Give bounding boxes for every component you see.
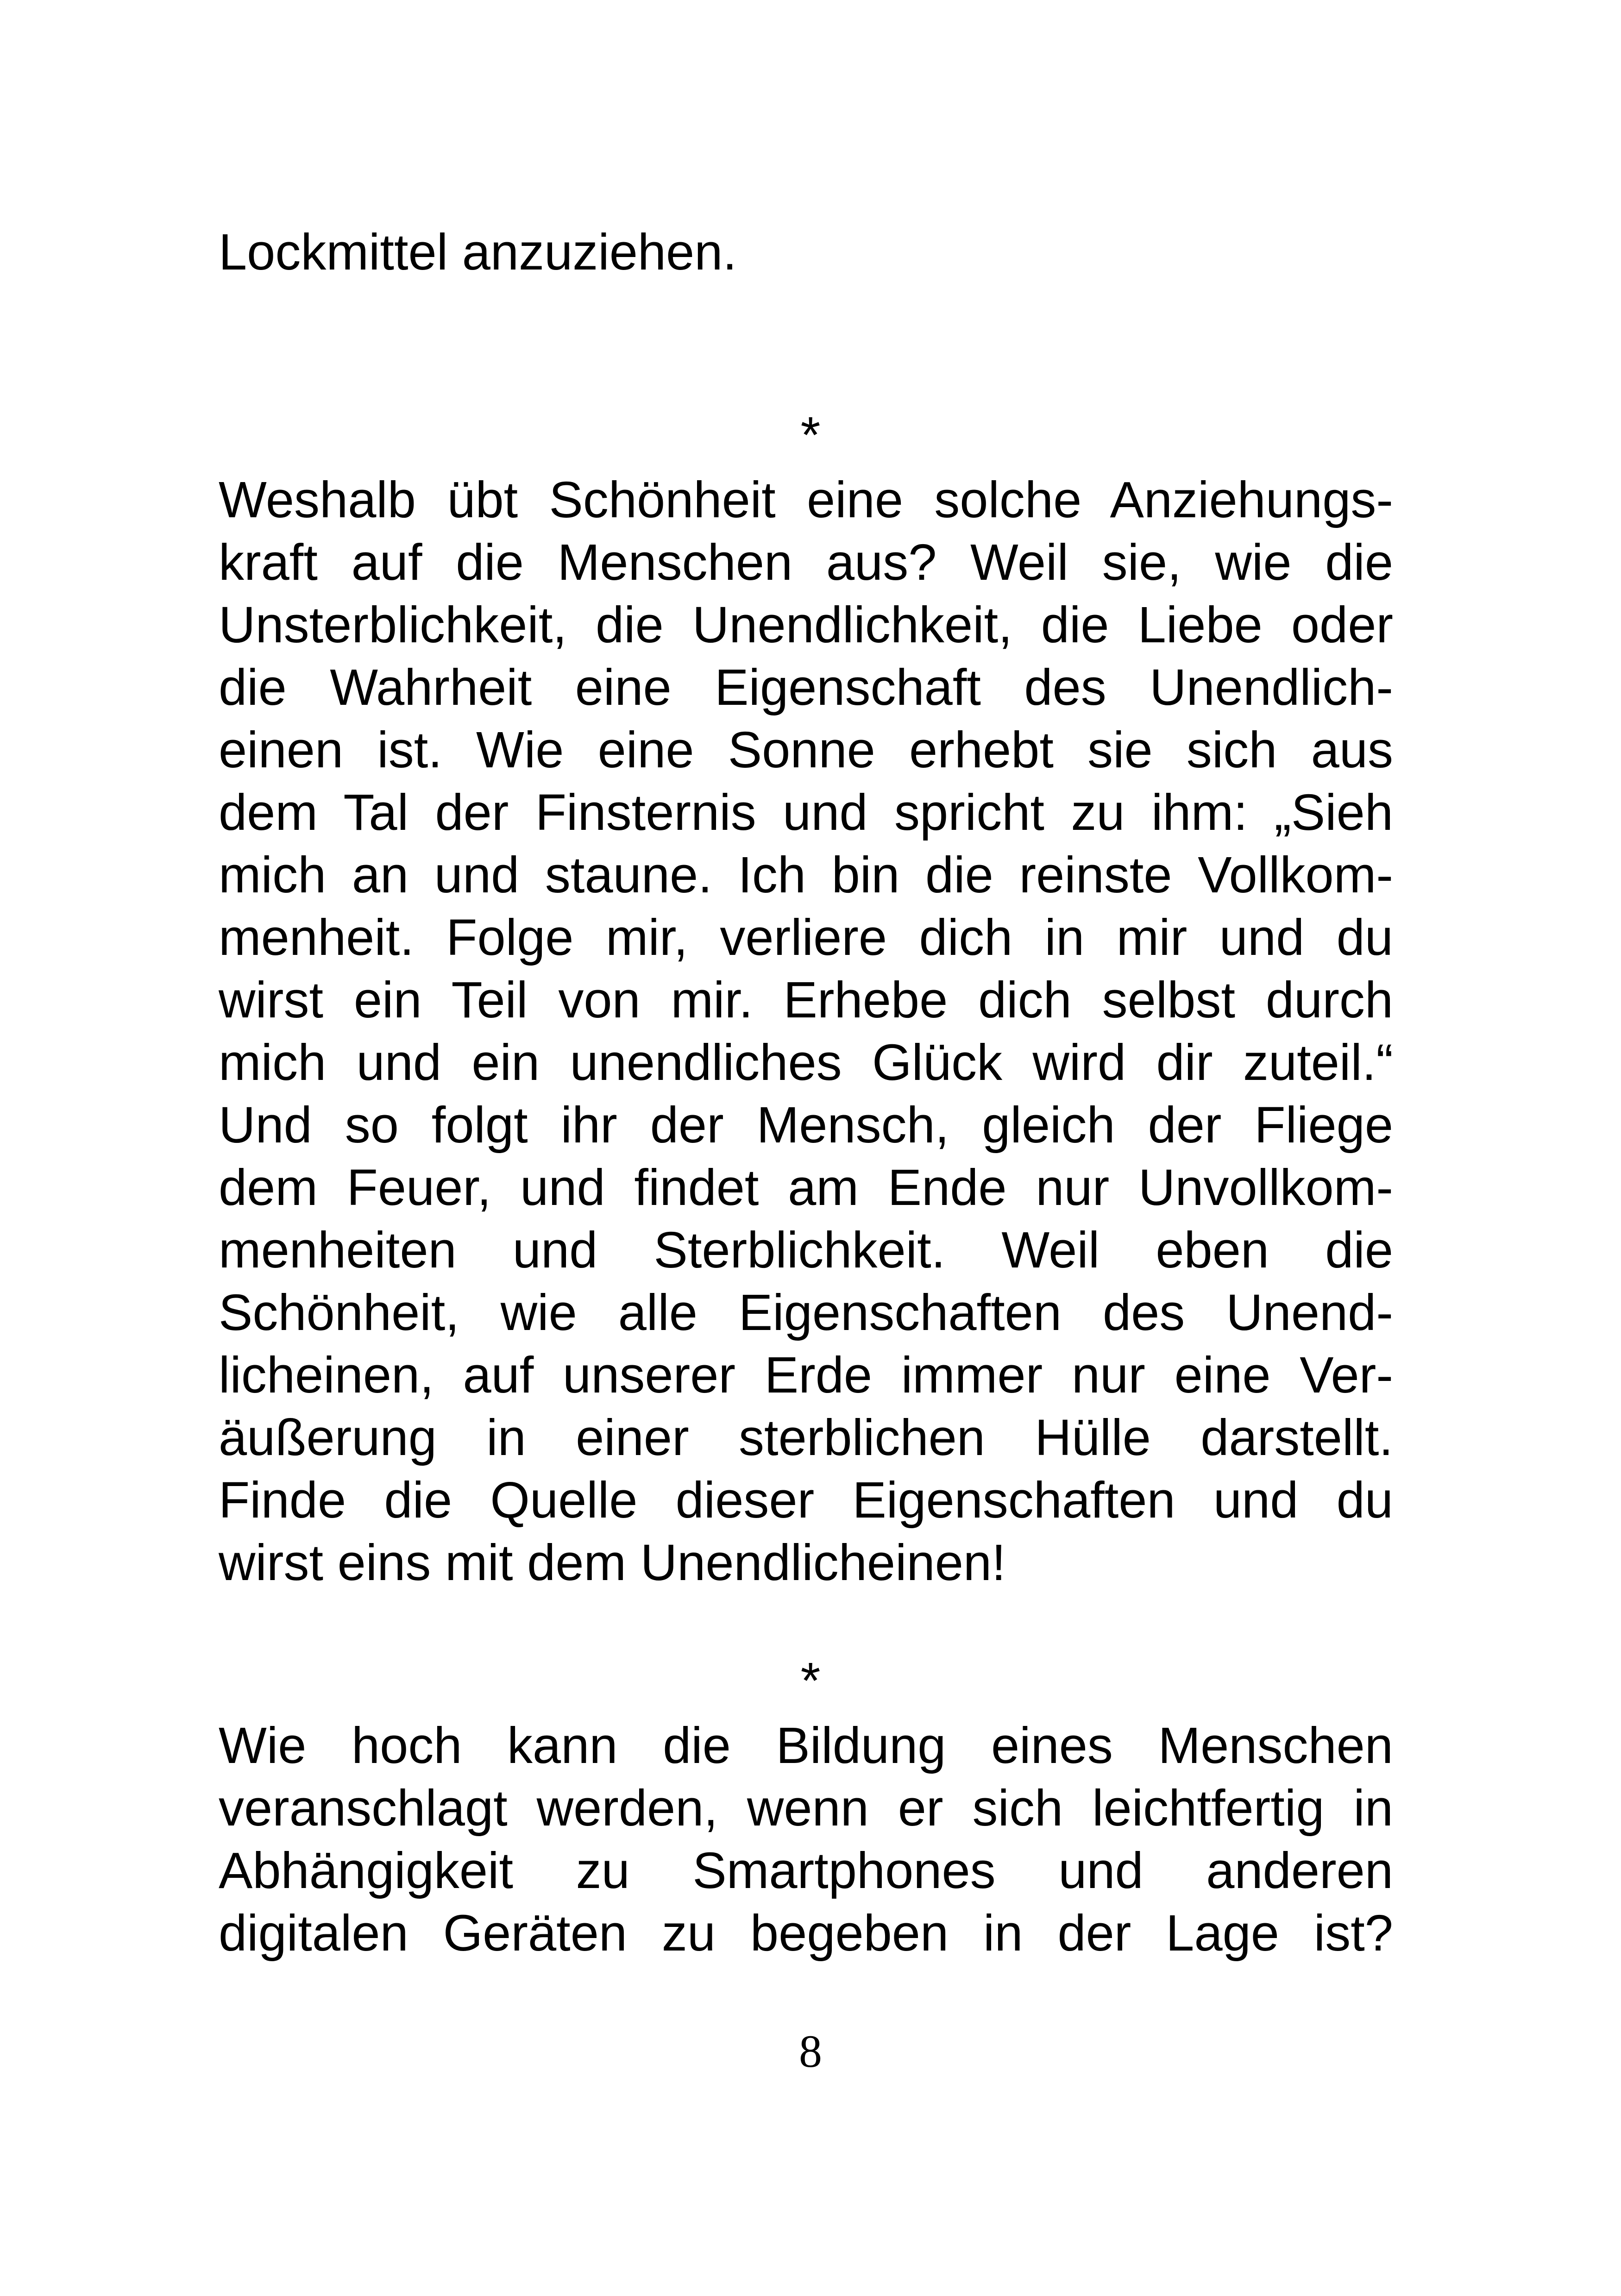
text-line: Abhängigkeit zu Smartphones und anderen xyxy=(219,1842,1393,1899)
text-line: einen ist. Wie eine Sonne erhebt sie sich aus xyxy=(219,721,1393,778)
text-line: digitalen Geräten zu begeben in der Lage ist? xyxy=(219,1905,1393,1962)
text-line: Weshalb übt Schönheit eine solche Anziehungs- xyxy=(219,471,1393,528)
text-line: dem Tal der Finsternis und spricht zu ihm: „Sieh xyxy=(219,784,1393,841)
text-line: mich an und staune. Ich bin die reinste Vollkom- xyxy=(219,847,1393,903)
text-line: Und so folgt ihr der Mensch, gleich der Fliege xyxy=(219,1097,1393,1154)
page-number: 8 xyxy=(799,2026,822,2077)
text-line: dem Feuer, und findet am Ende nur Unvollkom- xyxy=(219,1159,1393,1216)
text-line: veranschlagt werden, wenn er sich leichtfertig in xyxy=(219,1780,1393,1837)
section-separator: * xyxy=(800,407,821,464)
text-line: Finde die Quelle dieser Eigenschaften und du xyxy=(219,1472,1393,1529)
text-line: die Wahrheit eine Eigenschaft des Unendlich- xyxy=(219,659,1393,716)
text-line: wirst ein Teil von mir. Erhebe dich selbst durch xyxy=(219,972,1393,1029)
text-line: menheit. Folge mir, verliere dich in mir und du xyxy=(219,909,1393,966)
text-line: Schönheit, wie alle Eigenschaften des Unend- xyxy=(219,1284,1393,1341)
section-separator: * xyxy=(800,1652,821,1709)
text-line: licheinen, auf unserer Erde immer nur eine Ver- xyxy=(219,1347,1393,1404)
text-line: kraft auf die Menschen aus? Weil sie, wie die xyxy=(219,534,1393,591)
text-line: Unsterblichkeit, die Unendlichkeit, die Liebe oder xyxy=(219,596,1393,653)
text-line: menheiten und Sterblichkeit. Weil eben die xyxy=(219,1222,1393,1279)
text-line: äußerung in einer sterblichen Hülle darstellt. xyxy=(219,1409,1393,1466)
text-line: Wie hoch kann die Bildung eines Menschen xyxy=(219,1717,1393,1774)
text-line: wirst eins mit dem Unendlicheinen! xyxy=(219,1534,1006,1591)
text-line: Lockmittel anzuziehen. xyxy=(219,224,737,281)
text-line: mich und ein unendliches Glück wird dir zuteil.“ xyxy=(219,1034,1393,1091)
